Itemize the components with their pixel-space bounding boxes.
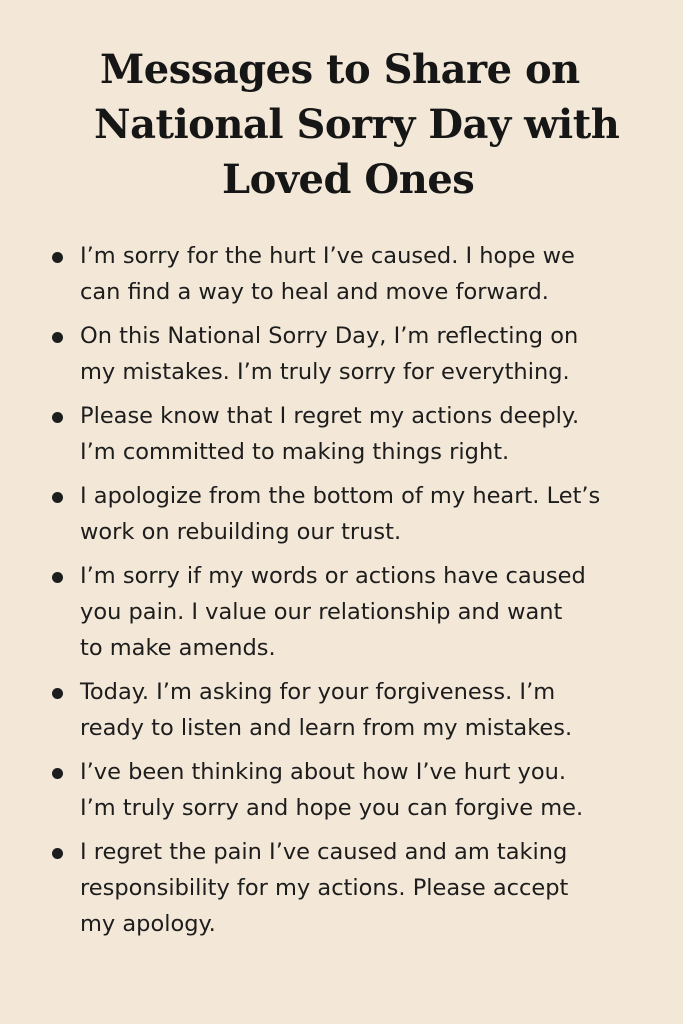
list-item bbox=[0, 834, 683, 942]
bullet-icon bbox=[52, 848, 63, 859]
list-item bbox=[0, 318, 683, 390]
title-line-3: Loved Ones bbox=[222, 156, 475, 203]
bullet-icon bbox=[52, 768, 63, 779]
message-line: I regret the pain I’ve caused and am taking bbox=[80, 839, 568, 865]
list-item bbox=[0, 754, 683, 826]
message-line: to make amends. bbox=[80, 635, 276, 661]
title-line-1: Messages to Share on bbox=[100, 46, 580, 93]
message-line: my mistakes. I’m truly sorry for everything. bbox=[80, 359, 570, 385]
message-line: work on rebuilding our trust. bbox=[80, 519, 402, 545]
message-line: my apology. bbox=[80, 911, 216, 937]
bullet-icon bbox=[52, 412, 63, 423]
list-item bbox=[0, 398, 683, 470]
list-item bbox=[0, 478, 683, 550]
page-title bbox=[0, 42, 683, 207]
message-line: you pain. I value our relationship and want bbox=[80, 599, 563, 625]
title-line-2: National Sorry Day with bbox=[94, 101, 620, 148]
bullet-icon bbox=[52, 572, 63, 583]
message-line: I apologize from the bottom of my heart. Let’s bbox=[80, 483, 601, 509]
message-line: responsibility for my actions. Please accept bbox=[80, 875, 569, 901]
message-line: ready to listen and learn from my mistakes. bbox=[80, 715, 573, 741]
message-line: Please know that I regret my actions deeply. bbox=[80, 403, 580, 429]
message-line: can find a way to heal and move forward. bbox=[80, 279, 549, 305]
bullet-icon bbox=[52, 492, 63, 503]
message-list bbox=[0, 238, 683, 950]
message-line: Today. I’m asking for your forgiveness. I’m bbox=[80, 679, 556, 705]
message-line: I’m truly sorry and hope you can forgive me. bbox=[80, 795, 584, 821]
list-item bbox=[0, 558, 683, 666]
bullet-icon bbox=[52, 332, 63, 343]
list-item bbox=[0, 238, 683, 310]
message-line: On this National Sorry Day, I’m reflecting on bbox=[80, 323, 579, 349]
message-line: I’ve been thinking about how I’ve hurt you. bbox=[80, 759, 567, 785]
message-line: I’m committed to making things right. bbox=[80, 439, 510, 465]
bullet-icon bbox=[52, 252, 63, 263]
message-line: I’m sorry if my words or actions have caused bbox=[80, 563, 586, 589]
message-line: I’m sorry for the hurt I’ve caused. I hope we bbox=[80, 243, 575, 269]
list-item bbox=[0, 674, 683, 746]
bullet-icon bbox=[52, 688, 63, 699]
